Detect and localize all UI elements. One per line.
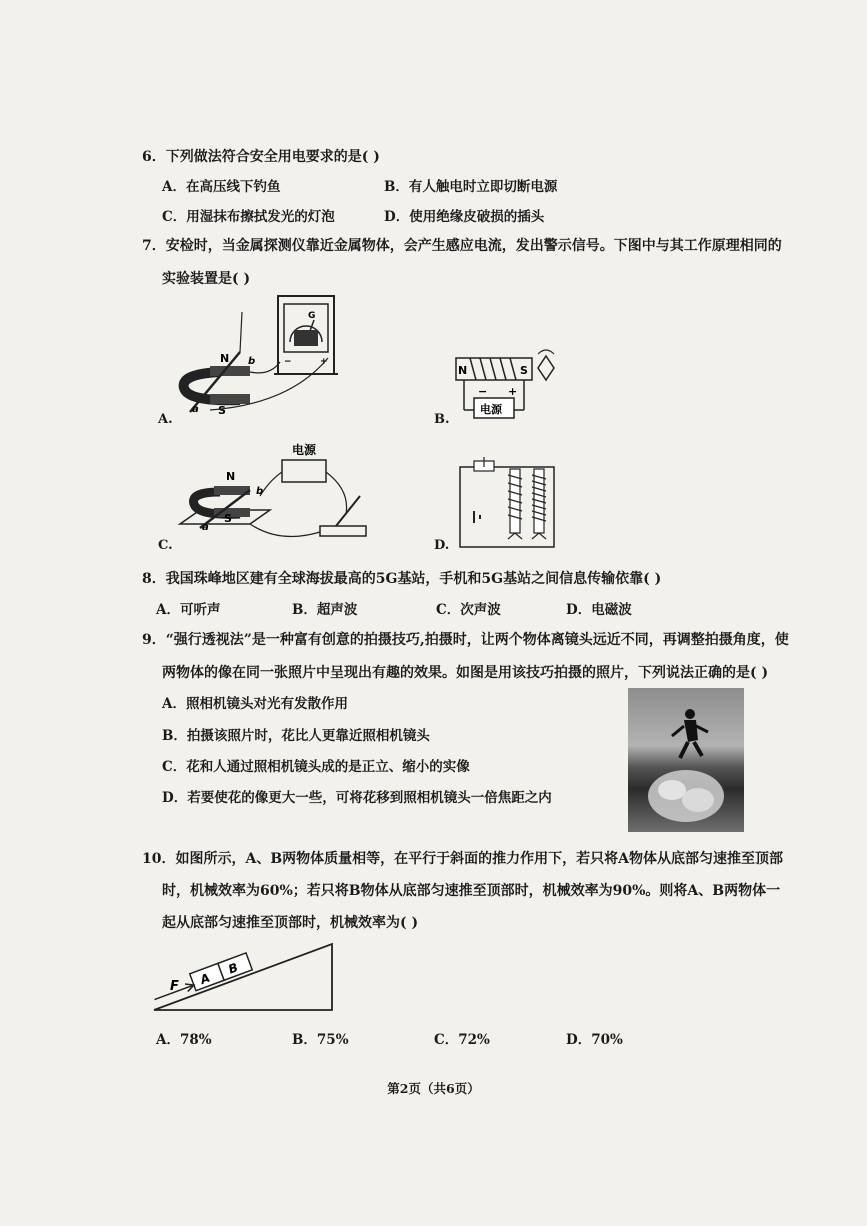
- q6-option-d: D．使用绝缘皮破损的插头: [384, 209, 545, 225]
- q7-option-b: B.: [434, 412, 450, 427]
- svg-text:电源: 电源: [292, 443, 317, 457]
- q9-option-c: C．花和人通过照相机镜头成的是正立、缩小的实像: [162, 759, 470, 775]
- q10-option-b: B．75%: [292, 1032, 349, 1048]
- q6-option-a: A．在高压线下钓鱼: [162, 179, 281, 195]
- svg-text:b: b: [248, 356, 256, 367]
- q7-option-a: A.: [158, 412, 173, 427]
- q6-stem: 6．下列做法符合安全用电要求的是( ): [142, 149, 380, 165]
- q6-option-b: B．有人触电时立即切断电源: [384, 179, 558, 195]
- q9-forced-perspective-photo: [628, 688, 744, 832]
- q7-stem-line1: 7．安检时，当金属探测仪靠近金属物体，会产生感应电流，发出警示信号。下图中与其工作原理相同的: [142, 238, 782, 254]
- q10-option-a: A．78%: [156, 1032, 212, 1048]
- q9-option-b: B．拍摄该照片时，花比人更靠近照相机镜头: [162, 728, 430, 744]
- svg-text:a: a: [202, 522, 209, 533]
- svg-text:N: N: [226, 470, 236, 483]
- q9-stem-line1: 9．“强行透视法”是一种富有创意的拍摄技巧,拍摄时，让两个物体离镜头远近不同，再调整拍摄角度，使: [142, 632, 789, 648]
- q7-option-d: D.: [434, 538, 450, 553]
- q9-option-d: D．若要使花的像更大一些，可将花移到照相机镜头一倍焦距之内: [162, 790, 552, 806]
- svg-text:+: +: [320, 357, 328, 367]
- force-label: F: [170, 979, 179, 994]
- svg-text:a: a: [192, 404, 199, 415]
- svg-text:b: b: [256, 486, 264, 497]
- q10-stem-line3: 起从底部匀速推至顶部时，机械效率为( ): [162, 915, 419, 931]
- q7-figure-d-electromagnets: [452, 455, 562, 551]
- svg-text:N: N: [220, 352, 230, 365]
- q10-incline-figure: [150, 938, 340, 1014]
- q10-option-c: C．72%: [434, 1032, 490, 1048]
- page-footer: 第2页（共6页）: [387, 1081, 480, 1096]
- galvanometer-label: G: [308, 311, 316, 321]
- q8-option-a: A．可听声: [156, 602, 221, 618]
- svg-text:−: −: [284, 357, 292, 367]
- q6-option-c: C．用湿抹布擦拭发光的灯泡: [162, 209, 335, 225]
- q7-figure-c-motor-setup: [170, 440, 380, 550]
- q8-option-d: D．电磁波: [566, 602, 632, 618]
- svg-text:S: S: [520, 364, 528, 377]
- q7-figure-b-solenoid: [450, 348, 580, 428]
- block-b-label: B: [226, 960, 240, 977]
- q7-option-c: C.: [158, 538, 173, 553]
- svg-text:N: N: [458, 364, 468, 377]
- svg-text:+: +: [508, 385, 518, 398]
- block-a-label: A: [198, 970, 212, 987]
- svg-text:S: S: [218, 404, 226, 417]
- q7-figure-a-galvanometer-setup: [170, 292, 350, 422]
- q10-stem-line2: 时，机械效率为60%；若只将B物体从底部匀速推至顶部时，机械效率为90%。则将A、B两物体一: [162, 883, 781, 899]
- q7-stem-line2: 实验装置是( ): [162, 271, 251, 287]
- q9-option-a: A．照相机镜头对光有发散作用: [162, 696, 348, 712]
- svg-text:电源: 电源: [480, 403, 502, 416]
- svg-text:S: S: [224, 512, 232, 525]
- q8-option-c: C．次声波: [436, 602, 501, 618]
- q10-stem-line1: 10．如图所示，A、B两物体质量相等，在平行于斜面的推力作用下，若只将A物体从底部匀速推至顶部: [142, 851, 784, 867]
- q9-stem-line2: 两物体的像在同一张照片中呈现出有趣的效果。如图是用该技巧拍摄的照片，下列说法正确的是( ): [162, 665, 769, 681]
- q8-stem: 8．我国珠峰地区建有全球海拔最高的5G基站，手机和5G基站之间信息传输依靠( ): [142, 571, 662, 587]
- q10-option-d: D．70%: [566, 1032, 623, 1048]
- q8-option-b: B．超声波: [292, 602, 358, 618]
- svg-text:−: −: [478, 385, 488, 398]
